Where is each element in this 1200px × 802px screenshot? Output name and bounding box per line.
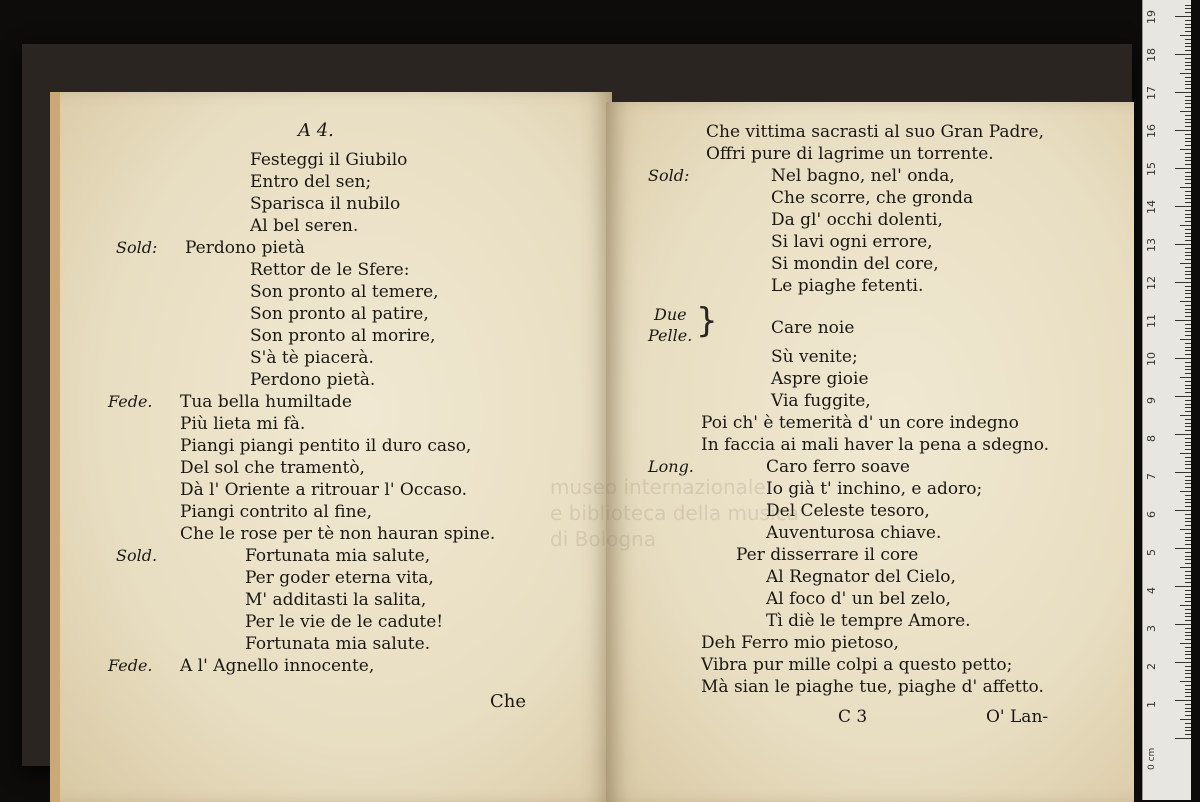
ruler-tick bbox=[1185, 153, 1191, 154]
ruler-tick bbox=[1185, 590, 1191, 591]
ruler-tick bbox=[1180, 301, 1191, 302]
ruler-tick bbox=[1185, 134, 1191, 135]
ruler-tick bbox=[1185, 202, 1191, 203]
ruler-tick bbox=[1185, 286, 1191, 287]
ruler-label: 17 bbox=[1145, 86, 1158, 100]
verse-line: Più lieta mi fà. bbox=[180, 414, 306, 434]
ruler-label: 12 bbox=[1145, 276, 1158, 290]
ruler-tick bbox=[1185, 65, 1191, 66]
verse-line: Al bel seren. bbox=[250, 216, 359, 236]
watermark-line: di Bologna bbox=[550, 527, 656, 551]
verse-line: A l' Agnello innocente, bbox=[180, 656, 375, 676]
ruler-tick bbox=[1175, 92, 1191, 93]
ruler-label: 3 bbox=[1145, 625, 1158, 632]
measurement-ruler bbox=[1142, 0, 1191, 800]
ruler-tick bbox=[1185, 58, 1191, 59]
ruler-tick bbox=[1175, 738, 1191, 739]
ruler-tick bbox=[1185, 183, 1191, 184]
ruler-tick bbox=[1185, 343, 1191, 344]
ruler-tick bbox=[1180, 681, 1191, 682]
ruler-tick bbox=[1185, 696, 1191, 697]
ruler-tick bbox=[1185, 347, 1191, 348]
ruler-tick bbox=[1185, 461, 1191, 462]
ruler-tick bbox=[1185, 609, 1191, 610]
verse-line: Tì diè le tempre Amore. bbox=[766, 611, 971, 631]
speaker-label: Fede. bbox=[108, 392, 153, 411]
ruler-tick bbox=[1185, 81, 1191, 82]
ruler-tick bbox=[1185, 404, 1191, 405]
ruler-tick bbox=[1185, 632, 1191, 633]
speaker-label: Sold. bbox=[116, 546, 158, 565]
ruler-tick bbox=[1185, 594, 1191, 595]
ruler-tick bbox=[1185, 578, 1191, 579]
verse-line: Per disserrare il core bbox=[736, 545, 919, 565]
ruler-tick bbox=[1185, 601, 1191, 602]
ruler-tick bbox=[1185, 692, 1191, 693]
ruler-tick bbox=[1185, 445, 1191, 446]
ruler-tick bbox=[1185, 639, 1191, 640]
ruler-tick bbox=[1185, 229, 1191, 230]
speaker-label: Sold: bbox=[116, 238, 158, 257]
ruler-tick bbox=[1175, 700, 1191, 701]
ruler-label: 11 bbox=[1145, 314, 1158, 328]
ruler-tick bbox=[1185, 31, 1191, 32]
ruler-tick bbox=[1175, 282, 1191, 283]
ruler-tick bbox=[1185, 354, 1191, 355]
ruler-tick bbox=[1185, 100, 1191, 101]
ruler-tick bbox=[1185, 217, 1191, 218]
ruler-tick bbox=[1185, 487, 1191, 488]
ruler-tick bbox=[1185, 613, 1191, 614]
ruler-tick bbox=[1185, 335, 1191, 336]
verse-line: Per le vie de le cadute! bbox=[245, 612, 444, 632]
ruler-tick bbox=[1185, 324, 1191, 325]
ruler-tick bbox=[1185, 50, 1191, 51]
ruler-tick bbox=[1175, 548, 1191, 549]
verse-line: Tua bella humiltade bbox=[180, 392, 352, 412]
ruler-tick bbox=[1185, 708, 1191, 709]
verse-line: Che le rose per tè non hauran spine. bbox=[180, 524, 496, 544]
ruler-tick bbox=[1185, 278, 1191, 279]
ruler-tick bbox=[1185, 552, 1191, 553]
ruler-tick bbox=[1185, 635, 1191, 636]
ruler-tick bbox=[1185, 369, 1191, 370]
ruler-tick bbox=[1185, 438, 1191, 439]
ruler-tick bbox=[1175, 130, 1191, 131]
ruler-tick bbox=[1180, 377, 1191, 378]
ruler-tick bbox=[1185, 259, 1191, 260]
ruler-tick bbox=[1180, 225, 1191, 226]
ruler-tick bbox=[1180, 339, 1191, 340]
ruler-tick bbox=[1180, 149, 1191, 150]
ruler-tick bbox=[1175, 16, 1191, 17]
ruler-tick bbox=[1185, 271, 1191, 272]
ruler-tick bbox=[1180, 453, 1191, 454]
ruler-tick bbox=[1185, 12, 1191, 13]
ruler-tick bbox=[1175, 206, 1191, 207]
ruler-tick bbox=[1175, 396, 1191, 397]
ruler-tick bbox=[1185, 723, 1191, 724]
verse-line: Fortunata mia salute, bbox=[245, 546, 431, 566]
ruler-tick bbox=[1185, 84, 1191, 85]
verse-line: Entro del sen; bbox=[250, 172, 372, 192]
ruler-label: 13 bbox=[1145, 238, 1158, 252]
verse-line: Da gl' occhi dolenti, bbox=[771, 210, 943, 230]
ruler-tick bbox=[1185, 96, 1191, 97]
ruler-tick bbox=[1185, 521, 1191, 522]
ruler-tick bbox=[1185, 685, 1191, 686]
ruler-tick bbox=[1185, 411, 1191, 412]
verse-line: Io già t' inchino, e adoro; bbox=[766, 479, 983, 499]
ruler-tick bbox=[1185, 43, 1191, 44]
catchword: Che bbox=[490, 691, 527, 712]
verse-line: Son pronto al temere, bbox=[250, 282, 439, 302]
ruler-tick bbox=[1185, 24, 1191, 25]
ruler-tick bbox=[1185, 115, 1191, 116]
ruler-tick bbox=[1180, 35, 1191, 36]
ruler-tick bbox=[1185, 571, 1191, 572]
ruler-tick bbox=[1185, 628, 1191, 629]
ruler-tick bbox=[1185, 704, 1191, 705]
ruler-tick bbox=[1185, 88, 1191, 89]
ruler-tick bbox=[1185, 658, 1191, 659]
ruler-tick bbox=[1175, 586, 1191, 587]
ruler-tick bbox=[1185, 214, 1191, 215]
verse-line: Dà l' Oriente a ritrouar l' Occaso. bbox=[180, 480, 468, 500]
ruler-tick bbox=[1185, 457, 1191, 458]
ruler-tick bbox=[1180, 263, 1191, 264]
ruler-tick bbox=[1185, 236, 1191, 237]
ruler-tick bbox=[1185, 597, 1191, 598]
ruler-tick bbox=[1185, 119, 1191, 120]
watermark-line: e biblioteca della musica bbox=[550, 501, 799, 525]
ruler-tick bbox=[1185, 248, 1191, 249]
ruler-tick bbox=[1185, 400, 1191, 401]
ruler-tick bbox=[1185, 77, 1191, 78]
verse-line: Aspre gioie bbox=[771, 369, 869, 389]
ruler-tick bbox=[1180, 187, 1191, 188]
verse-line: Deh Ferro mio pietoso, bbox=[701, 633, 899, 653]
ruler-tick bbox=[1185, 255, 1191, 256]
ruler-label: 7 bbox=[1145, 473, 1158, 480]
ruler-tick bbox=[1185, 191, 1191, 192]
ruler-tick bbox=[1185, 39, 1191, 40]
verse-line: Che vittima sacrasti al suo Gran Padre, bbox=[706, 122, 1045, 142]
verse-line: Offri pure di lagrime un torrente. bbox=[706, 144, 994, 164]
verse-line: Del sol che tramentò, bbox=[180, 458, 365, 478]
verse-line: Perdono pietà. bbox=[250, 370, 376, 390]
speaker-label: Due bbox=[654, 305, 687, 324]
verse-line: Rettor de le Sfere: bbox=[250, 260, 410, 280]
verse-line: Perdono pietà bbox=[185, 238, 305, 258]
ruler-tick bbox=[1185, 27, 1191, 28]
ruler-tick bbox=[1175, 624, 1191, 625]
right-page bbox=[606, 102, 1134, 802]
speaker-label: Long. bbox=[648, 457, 694, 476]
ruler-tick bbox=[1185, 145, 1191, 146]
ruler-label: 6 bbox=[1145, 511, 1158, 518]
ruler-tick bbox=[1185, 430, 1191, 431]
ruler-tick bbox=[1185, 525, 1191, 526]
ruler-label: 15 bbox=[1145, 162, 1158, 176]
ruler-tick bbox=[1185, 563, 1191, 564]
left-page bbox=[50, 92, 612, 802]
ruler-tick bbox=[1185, 62, 1191, 63]
verse-line: Le piaghe fetenti. bbox=[771, 276, 924, 296]
ruler-tick bbox=[1185, 514, 1191, 515]
ruler-tick bbox=[1185, 559, 1191, 560]
watermark bbox=[550, 474, 799, 552]
ruler-tick bbox=[1185, 575, 1191, 576]
verse-line: Fortunata mia salute. bbox=[245, 634, 431, 654]
ruler-tick bbox=[1175, 434, 1191, 435]
ruler-tick bbox=[1185, 267, 1191, 268]
ruler-tick bbox=[1185, 198, 1191, 199]
ruler-tick bbox=[1180, 605, 1191, 606]
ruler-label: 8 bbox=[1145, 435, 1158, 442]
brace-mark: } bbox=[696, 301, 718, 341]
ruler-tick bbox=[1185, 495, 1191, 496]
verse-line: Son pronto al morire, bbox=[250, 326, 436, 346]
speaker-label: Sold: bbox=[648, 166, 690, 185]
ruler-tick bbox=[1185, 103, 1191, 104]
ruler-tick bbox=[1185, 8, 1191, 9]
ruler-tick bbox=[1185, 616, 1191, 617]
verse-line: In faccia ai mali haver la pena a sdegno. bbox=[701, 435, 1050, 455]
ruler-tick bbox=[1185, 126, 1191, 127]
ruler-tick bbox=[1185, 423, 1191, 424]
ruler-tick bbox=[1175, 472, 1191, 473]
ruler-tick bbox=[1185, 468, 1191, 469]
ruler-tick bbox=[1185, 366, 1191, 367]
ruler-tick bbox=[1185, 651, 1191, 652]
verse-line: Al Regnator del Cielo, bbox=[766, 567, 956, 587]
ruler-tick bbox=[1175, 510, 1191, 511]
ruler-tick bbox=[1185, 506, 1191, 507]
signature-mark: C 3 bbox=[838, 707, 868, 727]
ruler-tick bbox=[1185, 556, 1191, 557]
verse-line: Al foco d' un bel zelo, bbox=[766, 589, 951, 609]
ruler-tick bbox=[1185, 385, 1191, 386]
ruler-tick bbox=[1185, 734, 1191, 735]
ruler-label: 9 bbox=[1145, 397, 1158, 404]
ruler-tick bbox=[1185, 160, 1191, 161]
ruler-tick bbox=[1185, 476, 1191, 477]
ruler-tick bbox=[1185, 582, 1191, 583]
ruler-unit: 0 cm bbox=[1147, 747, 1157, 770]
verse-line: Poi ch' è temerità d' un core indegno bbox=[701, 413, 1019, 433]
verse-line: Per goder eterna vita, bbox=[245, 568, 434, 588]
ruler-tick bbox=[1185, 449, 1191, 450]
ruler-tick bbox=[1175, 168, 1191, 169]
ruler-tick bbox=[1180, 567, 1191, 568]
ruler-tick bbox=[1180, 111, 1191, 112]
ruler-tick bbox=[1185, 499, 1191, 500]
ruler-tick bbox=[1180, 73, 1191, 74]
ruler-tick bbox=[1185, 480, 1191, 481]
ruler-tick bbox=[1185, 240, 1191, 241]
ruler-tick bbox=[1185, 331, 1191, 332]
verse-line: Piangi contrito al fine, bbox=[180, 502, 372, 522]
ruler-tick bbox=[1185, 138, 1191, 139]
ruler-label: 14 bbox=[1145, 200, 1158, 214]
ruler-tick bbox=[1185, 533, 1191, 534]
ruler-label: 2 bbox=[1145, 663, 1158, 670]
ruler-tick bbox=[1185, 673, 1191, 674]
book-spread bbox=[22, 44, 1132, 766]
ruler-tick bbox=[1185, 309, 1191, 310]
ruler-tick bbox=[1185, 392, 1191, 393]
ruler-tick bbox=[1185, 502, 1191, 503]
ruler-tick bbox=[1185, 316, 1191, 317]
ruler-tick bbox=[1185, 46, 1191, 47]
ruler-tick bbox=[1185, 233, 1191, 234]
ruler-tick bbox=[1185, 711, 1191, 712]
ruler-tick bbox=[1180, 415, 1191, 416]
ruler-tick bbox=[1180, 719, 1191, 720]
catchword: O' Lan- bbox=[986, 707, 1049, 727]
verse-line: Sù venite; bbox=[771, 347, 858, 367]
verse-line: Vibra pur mille colpi a questo petto; bbox=[701, 655, 1013, 675]
ruler-label: 18 bbox=[1145, 48, 1158, 62]
ruler-tick bbox=[1185, 195, 1191, 196]
ruler-tick bbox=[1185, 297, 1191, 298]
ruler-label: 4 bbox=[1145, 587, 1158, 594]
ruler-tick bbox=[1185, 20, 1191, 21]
ruler-tick bbox=[1185, 69, 1191, 70]
verse-line: Via fuggite, bbox=[771, 391, 871, 411]
verse-line: Che scorre, che gronda bbox=[771, 188, 974, 208]
verse-line: M' additasti la salita, bbox=[245, 590, 427, 610]
ruler-tick bbox=[1185, 122, 1191, 123]
ruler-tick bbox=[1185, 407, 1191, 408]
ruler-tick bbox=[1185, 157, 1191, 158]
ruler-tick bbox=[1185, 305, 1191, 306]
verse-line: Sparisca il nubilo bbox=[250, 194, 401, 214]
verse-line: Nel bagno, nel' onda, bbox=[771, 166, 955, 186]
ruler-tick bbox=[1185, 518, 1191, 519]
ruler-tick bbox=[1185, 312, 1191, 313]
ruler-tick bbox=[1185, 141, 1191, 142]
ruler-tick bbox=[1185, 666, 1191, 667]
ruler-tick bbox=[1185, 176, 1191, 177]
ruler-tick bbox=[1185, 540, 1191, 541]
ruler-tick bbox=[1185, 381, 1191, 382]
ruler-tick bbox=[1185, 362, 1191, 363]
ruler-tick bbox=[1185, 419, 1191, 420]
watermark-line: museo internazionale bbox=[550, 475, 766, 499]
ruler-tick bbox=[1185, 537, 1191, 538]
verse-line: S'à tè piacerà. bbox=[250, 348, 374, 368]
ruler-tick bbox=[1185, 252, 1191, 253]
ruler-tick bbox=[1175, 662, 1191, 663]
ruler-tick bbox=[1185, 373, 1191, 374]
verse-line: Care noie bbox=[771, 318, 855, 338]
ruler-tick bbox=[1185, 274, 1191, 275]
ruler-tick bbox=[1185, 442, 1191, 443]
speaker-label: Pelle. bbox=[648, 326, 693, 345]
ruler-label: 1 bbox=[1145, 701, 1158, 708]
verse-line: Piangi piangi pentito il duro caso, bbox=[180, 436, 472, 456]
ruler-tick bbox=[1180, 491, 1191, 492]
ruler-tick bbox=[1185, 727, 1191, 728]
ruler-tick bbox=[1185, 654, 1191, 655]
ruler-tick bbox=[1185, 730, 1191, 731]
ruler-tick bbox=[1185, 620, 1191, 621]
ruler-tick bbox=[1185, 544, 1191, 545]
ruler-tick bbox=[1180, 643, 1191, 644]
verse-line: Si lavi ogni errore, bbox=[771, 232, 933, 252]
ruler-tick bbox=[1185, 426, 1191, 427]
verse-line: Son pronto al patire, bbox=[250, 304, 429, 324]
ruler-label: 16 bbox=[1145, 124, 1158, 138]
ruler-tick bbox=[1185, 210, 1191, 211]
ruler-tick bbox=[1185, 164, 1191, 165]
ruler-tick bbox=[1185, 328, 1191, 329]
ruler-tick bbox=[1185, 464, 1191, 465]
verse-line: Caro ferro soave bbox=[766, 457, 910, 477]
ruler-tick bbox=[1185, 388, 1191, 389]
ruler-tick bbox=[1175, 320, 1191, 321]
ruler-tick bbox=[1175, 54, 1191, 55]
ruler-tick bbox=[1175, 244, 1191, 245]
verse-line: Si mondin del core, bbox=[771, 254, 939, 274]
ruler-tick bbox=[1185, 689, 1191, 690]
speaker-label: Fede. bbox=[108, 656, 153, 675]
ruler-tick bbox=[1185, 677, 1191, 678]
ruler-label: 5 bbox=[1145, 549, 1158, 556]
verse-line: Auventurosa chiave. bbox=[766, 523, 942, 543]
ruler-label: 10 bbox=[1145, 352, 1158, 366]
ruler-tick bbox=[1185, 293, 1191, 294]
ruler-tick bbox=[1175, 358, 1191, 359]
ruler-tick bbox=[1180, 529, 1191, 530]
page-header: A 4. bbox=[298, 120, 334, 141]
verse-line: Del Celeste tesoro, bbox=[766, 501, 930, 521]
ruler-tick bbox=[1185, 350, 1191, 351]
verse-line: Mà sian le piaghe tue, piaghe d' affetto. bbox=[701, 677, 1044, 697]
ruler-tick bbox=[1185, 179, 1191, 180]
ruler-tick bbox=[1185, 5, 1191, 6]
ruler-tick bbox=[1185, 670, 1191, 671]
verse-line: Festeggi il Giubilo bbox=[250, 150, 408, 170]
ruler-tick bbox=[1185, 290, 1191, 291]
ruler-tick bbox=[1185, 647, 1191, 648]
ruler-tick bbox=[1185, 715, 1191, 716]
ruler-tick bbox=[1185, 107, 1191, 108]
ruler-tick bbox=[1185, 483, 1191, 484]
ruler-label: 19 bbox=[1145, 10, 1158, 24]
ruler-tick bbox=[1185, 221, 1191, 222]
ruler-tick bbox=[1185, 172, 1191, 173]
